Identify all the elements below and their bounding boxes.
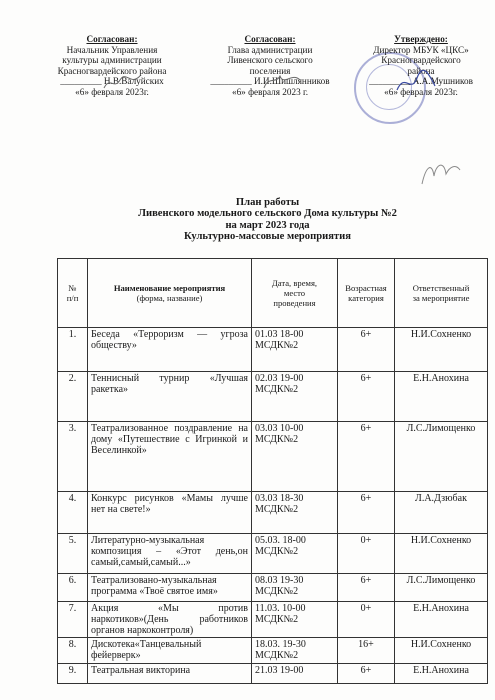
cell-event-name: Конкурс рисунков «Мамы лучше нет на свете!» bbox=[88, 492, 252, 534]
approval-line: Красногвардейского района bbox=[57, 65, 167, 76]
table-row bbox=[58, 492, 488, 534]
cell-age: 0+ bbox=[338, 602, 395, 638]
cell-num: 2. bbox=[58, 372, 88, 422]
approval-heading: Согласован: bbox=[244, 34, 296, 44]
approval-line: Красногвардейского bbox=[381, 55, 461, 66]
approval-heading: Согласован: bbox=[86, 34, 138, 44]
cell-date: 02.03 19-00 МСДК№2 bbox=[252, 372, 338, 422]
cell-responsible: Л.С.Лимощенко bbox=[395, 574, 488, 602]
cell-responsible: Н.И.Сохненко bbox=[395, 638, 488, 664]
table-row bbox=[58, 422, 488, 492]
approval-line: культуры администрации bbox=[62, 55, 162, 66]
cell-date: 08.03 19-30 МСДК№2 bbox=[252, 574, 338, 602]
cell-date: 11.03. 10-00 МСДК№2 bbox=[252, 602, 338, 638]
cell-responsible: Л.С.Лимощенко bbox=[395, 422, 488, 492]
cell-responsible: Е.Н.Анохина bbox=[395, 664, 488, 684]
title-line: Ливенского модельного сельского Дома культуры №2 bbox=[138, 208, 397, 220]
approval-line: Ливенского сельского bbox=[227, 55, 313, 66]
approval-line: Глава администрации bbox=[227, 44, 313, 55]
cell-event-name: Акция «Мы против наркотиков»(День работников органов наркоконтроля) bbox=[88, 602, 252, 638]
table-header-row bbox=[58, 259, 488, 328]
signature-scribble-1 bbox=[102, 72, 142, 92]
approval-line: _________ И.И.Шишлянников bbox=[210, 76, 330, 87]
approval-line: «6» февраля 2023г. bbox=[75, 86, 149, 97]
cell-event-name: Театрализовано-музыкальная программа «Твоё святое имя» bbox=[88, 574, 252, 602]
cell-age: 6+ bbox=[338, 328, 395, 372]
cell-num: 4. bbox=[58, 492, 88, 534]
table-row bbox=[58, 638, 488, 664]
cell-num: 9. bbox=[58, 664, 88, 684]
approval-line: поселения bbox=[249, 65, 291, 76]
cell-event-name: Театральная викторина bbox=[88, 664, 252, 684]
signature-scribble-4 bbox=[418, 158, 462, 188]
cell-event-name: Литературно-музыкальная композиция – «Этот день,он самый,самый,самый...» bbox=[88, 534, 252, 574]
cell-date: 03.03 18-30 МСДК№2 bbox=[252, 492, 338, 534]
cell-date: 03.03 10-00 МСДК№2 bbox=[252, 422, 338, 492]
cell-event-name: Дискотека«Танцевальный фейерверк» bbox=[88, 638, 252, 664]
approval-line: _________ Н.В.Валуйских bbox=[60, 76, 164, 87]
cell-age: 0+ bbox=[338, 534, 395, 574]
cell-num: 6. bbox=[58, 574, 88, 602]
cell-num: 1. bbox=[58, 328, 88, 372]
cell-age: 6+ bbox=[338, 574, 395, 602]
cell-date: 18.03. 19-30 МСДК№2 bbox=[252, 638, 338, 664]
signature-scribble-3 bbox=[395, 70, 437, 96]
approval-line: Начальник Управления bbox=[66, 44, 158, 55]
header-num: № п/п bbox=[58, 259, 88, 328]
cell-date: 21.03 19-00 bbox=[252, 664, 338, 684]
events-table bbox=[57, 258, 488, 684]
table-row bbox=[58, 574, 488, 602]
approval-heading: Утверждено: bbox=[394, 34, 448, 44]
cell-age: 16+ bbox=[338, 638, 395, 664]
table-row bbox=[58, 534, 488, 574]
header-responsible: Ответственный за мероприятие bbox=[395, 259, 488, 328]
title-line: Культурно-массовые мероприятия bbox=[184, 231, 351, 243]
approval-line: «6» февраля 2023г. bbox=[384, 86, 458, 97]
cell-event-name: Беседа «Терроризм — угроза обществу» bbox=[88, 328, 252, 372]
table-row bbox=[58, 664, 488, 684]
document-title bbox=[70, 197, 465, 243]
cell-responsible: Л.А.Дзюбак bbox=[395, 492, 488, 534]
cell-age: 6+ bbox=[338, 372, 395, 422]
cell-event-name: Теннисный турнир «Лучшая ракетка» bbox=[88, 372, 252, 422]
approval-line: Директор МБУК «ЦКС» bbox=[373, 44, 469, 55]
table-row bbox=[58, 372, 488, 422]
cell-date: 05.03. 18-00 МСДК№2 bbox=[252, 534, 338, 574]
signature-scribble-2 bbox=[262, 70, 302, 92]
cell-responsible: Н.И.Сохненко bbox=[395, 328, 488, 372]
cell-num: 8. bbox=[58, 638, 88, 664]
approval-line: района bbox=[407, 65, 435, 76]
cell-date: 01.03 18-00 МСДК№2 bbox=[252, 328, 338, 372]
approval-line: _________ А.А.Мушников bbox=[369, 76, 473, 87]
cell-responsible: Н.И.Сохненко bbox=[395, 534, 488, 574]
header-name: Наименование мероприятия (форма, название) bbox=[88, 259, 252, 328]
cell-responsible: Е.Н.Анохина bbox=[395, 372, 488, 422]
cell-event-name: Театрализованное поздравление на дому «Путешествие с Игринкой и Веселинкой» bbox=[88, 422, 252, 492]
cell-responsible: Е.Н.Анохина bbox=[395, 602, 488, 638]
header-age: Возрастная категория bbox=[338, 259, 395, 328]
approval-line: «6» февраля 2023 г. bbox=[231, 86, 308, 97]
cell-num: 7. bbox=[58, 602, 88, 638]
title-line: План работы bbox=[235, 197, 300, 208]
table-row bbox=[58, 602, 488, 638]
title-line: на март 2023 года bbox=[225, 219, 310, 231]
table-row bbox=[58, 328, 488, 372]
header-date: Дата, время, место проведения bbox=[252, 259, 338, 328]
cell-age: 6+ bbox=[338, 664, 395, 684]
cell-num: 3. bbox=[58, 422, 88, 492]
cell-age: 6+ bbox=[338, 492, 395, 534]
cell-age: 6+ bbox=[338, 422, 395, 492]
cell-num: 5. bbox=[58, 534, 88, 574]
